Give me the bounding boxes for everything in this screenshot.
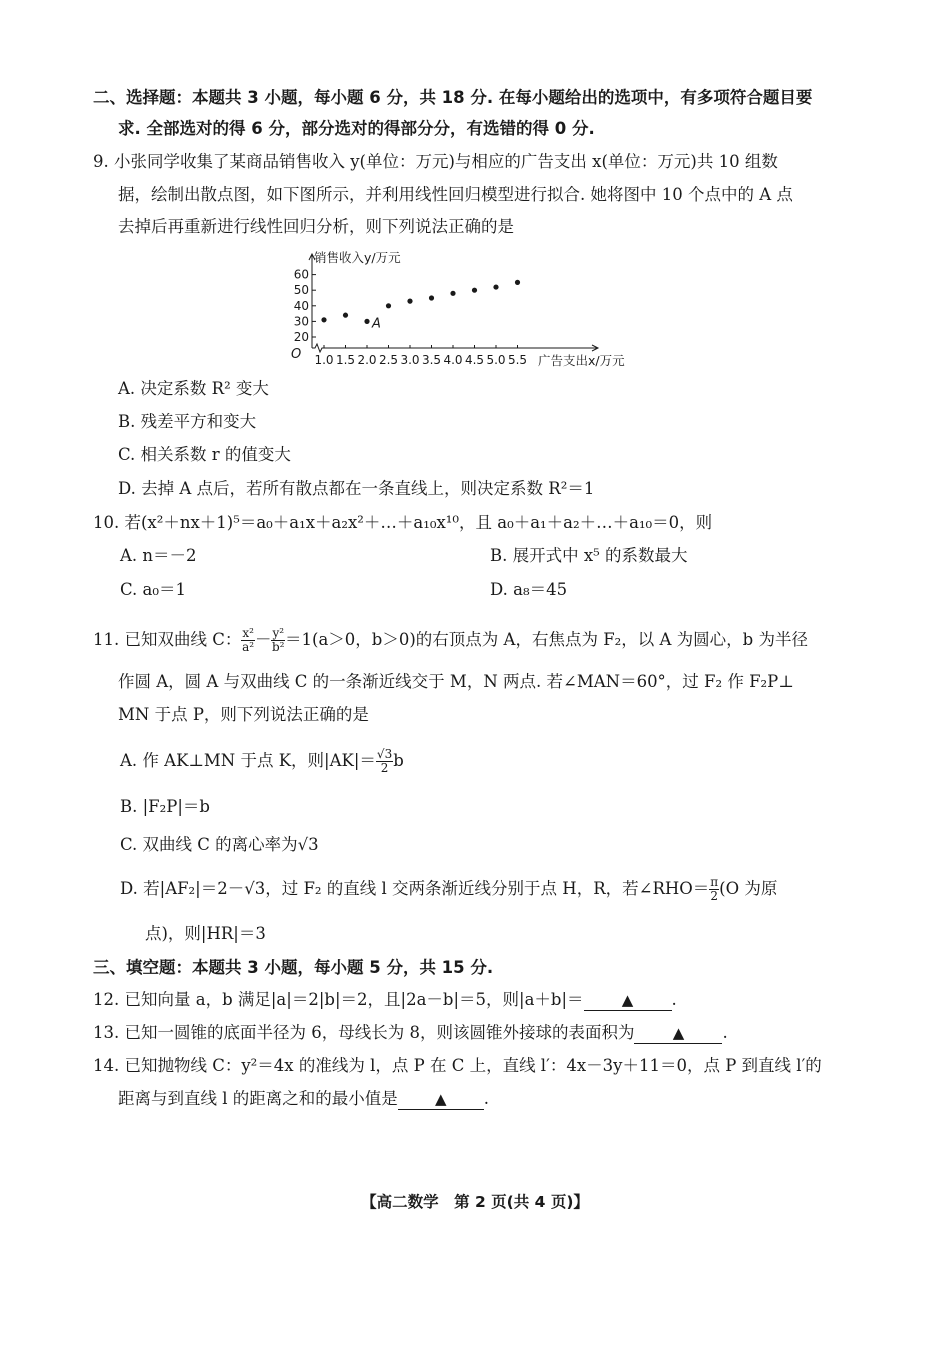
section3-heading: 三、填空题：本题共 3 小题，每小题 5 分，共 15 分. xyxy=(93,958,494,977)
q14-answer-blank[interactable]: ▲ xyxy=(398,1089,484,1110)
x-tick-label: 5.5 xyxy=(507,353,528,367)
q13 xyxy=(93,1021,728,1045)
q11-frac2-den: b² xyxy=(271,640,285,654)
q12-answer-blank[interactable]: ▲ xyxy=(584,990,672,1011)
page-footer: 【高二数学 第 2 页(共 4 页)】 xyxy=(361,1193,589,1211)
data-point-a xyxy=(364,319,369,324)
q14-period: . xyxy=(483,1089,490,1108)
q11-option-b: B. |F₂P|＝b xyxy=(120,797,210,816)
data-point xyxy=(429,295,434,300)
q14-line2 xyxy=(118,1087,489,1111)
q13-period: . xyxy=(722,1023,728,1042)
q11-stem-pre: 11. 已知双曲线 C： xyxy=(93,630,242,649)
section2-heading-line1: 二、选择题：本题共 3 小题，每小题 6 分，共 18 分. 在每小题给出的选项中，有多项符合题目要 xyxy=(93,88,813,107)
q11-option-d-post: (O 为原 xyxy=(719,879,778,898)
y-axis-label: 销售收入y/万元 xyxy=(314,250,401,265)
q9-option-d: D. 去掉 A 点后，若所有散点都在一条直线上，则决定系数 R²＝1 xyxy=(118,479,595,498)
x-tick-label: 3.0 xyxy=(400,353,420,367)
q12 xyxy=(93,988,677,1012)
q11-option-a-den: 2 xyxy=(380,761,389,775)
data-point xyxy=(472,288,477,293)
q11-fraction-y xyxy=(271,627,285,654)
y-tick-label: 40 xyxy=(293,298,309,313)
q12-period: . xyxy=(671,990,677,1009)
y-tick-label: 20 xyxy=(293,330,309,344)
x-tick-label: 4.0 xyxy=(443,353,463,367)
y-tick-label: 50 xyxy=(293,283,309,298)
q11-option-d-text: D. 若|AF₂|＝2－√3，过 F₂ 的直线 l 交两条渐近线分别于点 H，R，若∠RHO＝ xyxy=(120,879,710,898)
q11-frac1-num: x² xyxy=(242,626,254,640)
q9-stem-line1: 9. 小张同学收集了某商品销售收入 y(单位：万元)与相应的广告支出 x(单位：万元)共 10 组数 xyxy=(93,152,778,171)
section2-heading-line2: 求. 全部选对的得 6 分，部分选对的得部分分，有选错的得 0 分. xyxy=(118,119,595,138)
q14-line1: 14. 已知抛物线 C：y²＝4x 的准线为 l，点 P 在 C 上，直线 l′：4x－3y＋11＝0，点 P 到直线 l′的 xyxy=(93,1056,822,1075)
q10-option-a: A. n＝－2 xyxy=(120,546,197,565)
q11-option-a-fraction xyxy=(376,748,393,775)
q10-option-d: D. a₈＝45 xyxy=(490,580,568,599)
x-tick-label: 1.0 xyxy=(314,353,334,367)
q11-option-d-line2: 点)，则|HR|＝3 xyxy=(145,924,266,943)
x-axis-label: 广告支出x/万元 xyxy=(538,353,625,368)
q14-text: 距离与到直线 l 的距离之和的最小值是 xyxy=(118,1089,398,1108)
q11-stem-post: ＝1(a＞0，b＞0)的右顶点为 A，右焦点为 F₂，以 A 为圆心，b 为半径 xyxy=(285,630,808,649)
q10-option-b: B. 展开式中 x⁵ 的系数最大 xyxy=(490,546,688,565)
scatter-chart xyxy=(280,242,660,382)
q11-option-a xyxy=(120,746,404,776)
q10-option-c: C. a₀＝1 xyxy=(120,580,186,599)
q12-text: 12. 已知向量 a，b 满足|a|＝2|b|＝2，且|2a－b|＝5，则|a＋b|＝ xyxy=(93,990,584,1009)
q9-stem-line2: 据，绘制出散点图，如下图所示，并利用线性回归模型进行拟合. 她将图中 10 个点中的 A 点 xyxy=(118,185,793,204)
q11-option-a-num: √3 xyxy=(376,747,393,761)
q11-frac2-num: y² xyxy=(272,626,285,640)
x-tick-label: 3.5 xyxy=(421,353,442,367)
y-tick-label: 60 xyxy=(293,267,309,282)
q11-option-d xyxy=(120,874,777,904)
q13-answer-blank[interactable]: ▲ xyxy=(634,1023,722,1044)
data-point xyxy=(515,280,520,285)
q11-stem-line1 xyxy=(93,625,808,655)
q9-option-a: A. 决定系数 R² 变大 xyxy=(118,379,269,398)
q9-stem-line3: 去掉后再重新进行线性回归分析，则下列说法正确的是 xyxy=(118,217,514,236)
q11-stem-line2: 作圆 A，圆 A 与双曲线 C 的一条渐近线交于 M，N 两点. 若∠MAN＝60°，过 F₂ 作 F₂P⊥ xyxy=(118,672,794,691)
point-a-label: A xyxy=(372,316,381,332)
x-tick-label: 2.5 xyxy=(378,353,399,367)
q11-minus: － xyxy=(254,630,272,649)
origin-label: O xyxy=(291,347,302,362)
x-tick-label: 4.5 xyxy=(464,353,485,367)
q11-option-d-den: 2 xyxy=(710,889,719,903)
q11-option-d-fraction xyxy=(709,876,719,903)
x-tick-label: 5.0 xyxy=(486,353,506,367)
q11-option-d-num: π xyxy=(710,875,719,889)
q11-stem-line3: MN 于点 P，则下列说法正确的是 xyxy=(118,705,369,724)
data-point xyxy=(493,284,498,289)
q10-stem: 10. 若(x²＋nx＋1)⁵＝a₀＋a₁x＋a₂x²＋…＋a₁₀x¹⁰，且 a₀＋a₁＋a₂＋…＋a₁₀＝0，则 xyxy=(93,513,713,532)
q9-option-b: B. 残差平方和变大 xyxy=(118,412,257,431)
q11-option-c: C. 双曲线 C 的离心率为√3 xyxy=(120,835,319,854)
x-tick-label: 1.5 xyxy=(335,353,356,367)
data-point xyxy=(321,317,326,322)
q9-option-c: C. 相关系数 r 的值变大 xyxy=(118,445,291,464)
q11-option-a-text: A. 作 AK⊥MN 于点 K，则|AK|＝ xyxy=(120,751,376,770)
y-tick-label: 30 xyxy=(293,314,309,329)
q11-frac1-den: a² xyxy=(242,640,255,654)
x-axis xyxy=(312,344,598,352)
data-point xyxy=(407,299,412,304)
data-point xyxy=(450,291,455,296)
data-point xyxy=(386,303,391,308)
data-point xyxy=(343,313,348,318)
x-tick-label: 2.0 xyxy=(357,353,377,367)
q11-fraction-x xyxy=(241,627,255,654)
q13-text: 13. 已知一圆锥的底面半径为 6，母线长为 8，则该圆锥外接球的表面积为 xyxy=(93,1023,635,1042)
q11-option-a-post: b xyxy=(393,751,404,770)
